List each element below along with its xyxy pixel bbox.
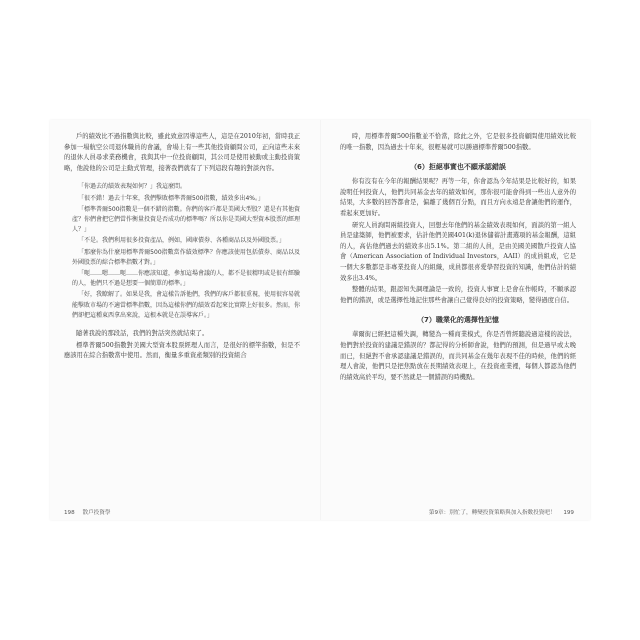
right-page: [340, 132, 576, 508]
left-paragraph: 標準普爾500指數對美國大型資本股票經理人而言，是很好的標竿指數，但是不應該用在綜合指數當中使用。然而，衡量多重資產類別的投資組合: [64, 341, 300, 360]
left-footer: [58, 508, 298, 516]
page-number: 198: [64, 510, 75, 516]
right-footer: [340, 508, 580, 516]
right-paragraph: 華爾街已經把這種失調，轉變為一種商業模式，你是否曾經聽說過這樣的說法，他們對於投資的建議是錯誤的？都記得的分析師會說，他們的預測，但是過早或太晚而已，但絕對不會承認建議是錯誤的，而共同基金在幾年表現不佳的時候，他們的經理人會說，他們只是把焦點放在長期績效表現上，在投資產業裡，每個人都認為他們的績效高於平均，要不然就是一個錯誤的時機點。: [340, 331, 576, 381]
section-heading: （7）職業化的選擇性記憶: [417, 316, 499, 325]
right-paragraph: 時，用標準普爾500指數並不恰當，除此之外，它是很多投資顧問使用績效比較的唯一指數，因為過去十年來，很輕易就可以勝過標準普爾500指數。: [340, 133, 576, 151]
dialogue-line: 「你過去的績效表現如何？」我這麼問。: [78, 183, 187, 191]
left-page: [64, 132, 300, 508]
right-paragraph: 整體的結果，跟認知失調理論是一致的，投資人事實上是會在作帳時，不願承認他們的錯誤，或是選擇性地記住那些會讓自己覺得良好的投資策略，變得過度自信。: [340, 286, 576, 304]
book-spread: [50, 120, 590, 520]
running-title: 散戶投資學: [82, 510, 111, 516]
book-gutter: [320, 120, 321, 520]
dialogue-line: 「呃……嗯……呃……你應該知道，參加這場會議的人，都不是很精明或是很有經驗的人，他們只不過是想要一個簡單的標準。」: [72, 270, 300, 288]
left-paragraph: 隨著我說的那段話，我們的對話突然就結束了。: [76, 330, 209, 338]
section-heading: （6）拒絕事實也不願承認錯誤: [410, 163, 506, 172]
dialogue-line: 「好，我瞭解了。如果是我，會這樣告訴他們，我們的客戶都很重視，使用很容易就能擊敗市場的不適當標準指數，因為這樣你們的績效看起來比實際上好很多。然而，你們卻把這種東西拿出來說，這根本就是在誤導客戶。」: [72, 291, 300, 319]
right-paragraph: 研究人員詢問兩組投資人，回想去年他們的基金績效表現如何，面談的第一組人員是建築師，他們被要求，估計他們美國401(k)退休儲蓄計畫選項的基金報酬，這組的人，高估他們過去的績效多出5.1%。第二組的人員，是由美國美國散戶投資人協會（American Association of Individual Investors，AAII）的成員組成，它是一個大多數都是非專業投資人的組織，成員都很喜愛學習投資的知識，他們估計的績效多出3.4%。: [340, 221, 576, 282]
dialogue-line: 「不是。我們利用很多投資產品，例如，國庫債券、各種商品以及外國股票。」: [78, 237, 286, 245]
running-title: 第9章：別忙了，轉變投資策略與加入指數投資吧！: [428, 510, 556, 516]
page-number: 199: [563, 510, 574, 516]
dialogue-line: 「那麼你為什麼用標準普爾500指數當作績效標準？你應該使用包括債券、商品以及外國股票的綜合標準指數才對。」: [72, 248, 300, 266]
right-paragraph: 你有沒有在今年的報酬結果呢？再等一年，你會認為今年結果是比較好的，如果說明任何投資人，他們共同基金去年的績效如何，那你很可能會得到一些出人意外的結果，大多數的回答都會是，偏離了幾個百分點，而且方向永遠是會讓他們的運作，看起來更加好。: [340, 178, 576, 217]
left-paragraph: 戶的績效比不過指數與比較，雖此致意因導這些人，這是在2010年初，當時我正參加一場航空公司退休職員的會議，會場上有一些其他投資顧問公司，正向這些未來的退休人員尋求業務機會，我與其中一位投資顧問，其公司是使用被動或主動投資策略，他說他的公司是主動式管理，接著我們就有了下列這段有趣的對談內容。: [64, 133, 300, 172]
dialogue-line: 「很不錯！過去十年來，我們擊敗標準普爾500指數，績效多出4%。」: [78, 194, 264, 202]
dialogue-line: 「標準普爾500指數是一個不錯的指數。你們的客戶都是美國大型股？還是有其他資產？你們會把它們當作衡量投資是否成功的標準嗎？所以你是美國大型資本股票的經理人？」: [72, 205, 300, 234]
